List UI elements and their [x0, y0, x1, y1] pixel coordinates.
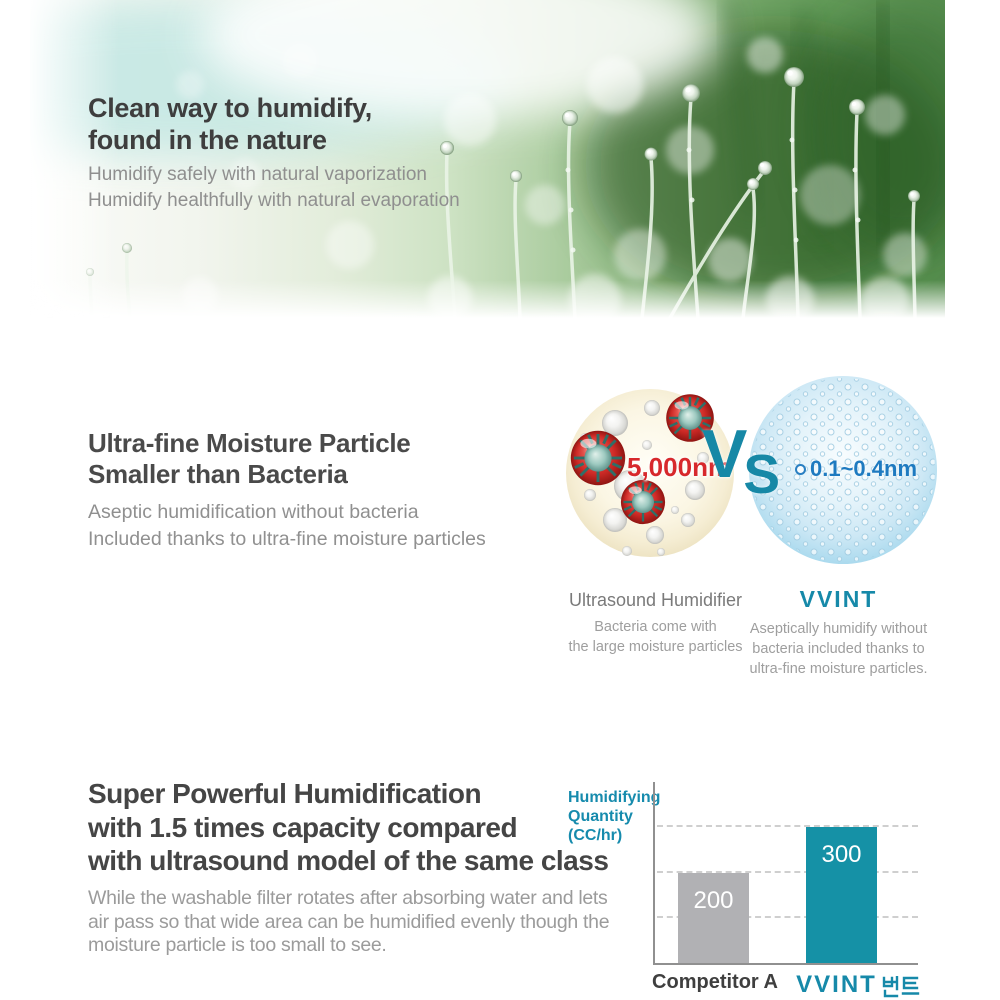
humidifying-quantity-chart — [560, 782, 960, 1000]
power-section-title: Super Powerful Humidification with 1.5 times capacity compared with ultrasound model of the same class — [88, 778, 609, 876]
vvint-brand-logo: VVINT — [799, 586, 878, 612]
particle-subtitle-line1: Aseptic humidification without bacteria — [88, 501, 419, 523]
tiny-bubble-icon — [795, 464, 806, 475]
bacteria-icon — [621, 480, 665, 524]
chart-bar — [806, 827, 877, 963]
bacteria-icon — [571, 431, 625, 485]
bar-value-label: 200 — [693, 886, 734, 914]
hero-title — [88, 92, 372, 156]
chart-plot — [653, 782, 918, 965]
fine-particle-size-label: 0.1~0.4nm — [795, 456, 917, 482]
vvint-brand-logo: VVINT — [796, 971, 877, 998]
ultrasound-caption: Ultrasound Humidifier Bacteria come with the large moisture particles — [553, 590, 758, 657]
nature-photo — [30, 0, 945, 318]
hero-subtitle — [88, 162, 460, 214]
chart-bar — [678, 873, 749, 964]
particle-section-subtitle — [88, 499, 486, 553]
vvint-caption: VVINT Aseptically humidify without bacteria included thanks to ultra-fine moisture particles. — [736, 586, 941, 679]
chart-category-competitor: Competitor A — [652, 971, 778, 993]
bar-value-label: 300 — [821, 841, 862, 869]
hero-subtitle-line1: Humidify safely with natural vaporization — [88, 164, 427, 185]
chart-gridline — [657, 825, 918, 827]
ultrasound-caption-title: Ultrasound Humidifier — [568, 590, 743, 610]
brand-korean-glyph — [882, 976, 920, 998]
hero-title-line1: Clean way to humidify, — [88, 93, 372, 123]
hero-subtitle-line2: Humidify healthfully with natural evaporation — [88, 190, 460, 211]
particle-section-title — [88, 428, 410, 490]
particle-title-line2: Smaller than Bacteria — [88, 459, 348, 489]
vs-label: VS — [702, 416, 781, 505]
large-particle-size-label: 5,000nm — [627, 452, 732, 482]
chart-category-vvint — [778, 971, 938, 999]
chart-y-axis-label: Humidifying Quantity (CC/hr) — [568, 789, 661, 844]
power-section-body: While the washable filter rotates after absorbing water and lets air pass so that wide area can be humidified evenly though the moisture particle is too small to see. — [88, 887, 610, 956]
particle-subtitle-line2: Included thanks to ultra-fine moisture particles — [88, 528, 486, 550]
particle-title-line1: Ultra-fine Moisture Particle — [88, 428, 411, 458]
hero-title-line2: found in the nature — [88, 125, 327, 155]
